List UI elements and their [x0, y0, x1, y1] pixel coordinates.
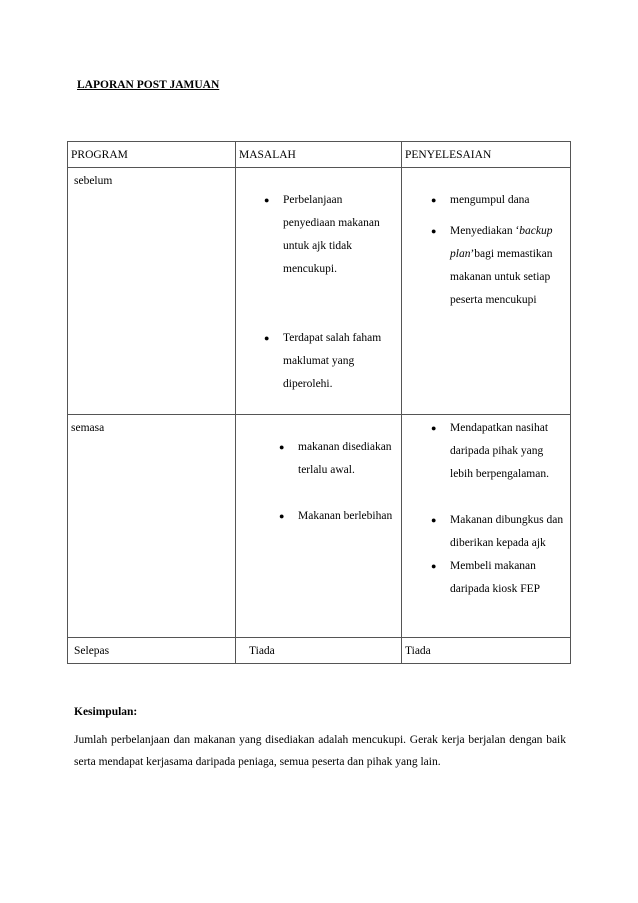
masalah-list	[264, 189, 393, 396]
list-item: ● makanan disediakan terlalu awal.	[298, 436, 393, 482]
bullet-icon: ●	[431, 195, 437, 205]
program-label: Selepas	[74, 645, 110, 657]
bullet-icon: ●	[431, 561, 437, 571]
program-cell	[68, 415, 236, 638]
masalah-cell	[236, 638, 402, 664]
list-item: ● Mendapatkan nasihat daripada pihak yang lebih berpengalaman.	[450, 417, 568, 486]
table-row-sebelum	[68, 168, 571, 415]
program-label: sebelum	[74, 175, 113, 187]
list-item: ● Membeli makanan daripada kiosk FEP	[450, 555, 568, 601]
penyelesaian-value: Tiada	[405, 645, 431, 657]
table-row-semasa	[68, 415, 571, 638]
bullet-icon: ●	[279, 442, 285, 452]
conclusion-text: Jumlah perbelanjaan dan makanan yang disediakan adalah mencukupi. Gerak kerja berjalan dengan baik serta mendapat kerjasama daripada peniaga, semua peserta dan pihak yang lain.	[74, 734, 566, 768]
list-item: ● Terdapat salah faham maklumat yang diperolehi.	[283, 327, 393, 396]
conclusion-heading: Kesimpulan:	[74, 706, 138, 718]
penyelesaian-cell	[402, 415, 571, 638]
masalah-cell	[236, 168, 402, 415]
bullet-icon: ●	[264, 333, 270, 343]
penyelesaian-cell	[402, 638, 571, 664]
penyelesaian-list	[431, 189, 568, 312]
masalah-value: Tiada	[249, 645, 275, 657]
bullet-icon: ●	[431, 515, 437, 525]
table-header-row	[68, 142, 571, 168]
header-program: PROGRAM	[68, 142, 236, 168]
program-cell	[68, 168, 236, 415]
program-label: semasa	[71, 422, 105, 434]
masalah-cell	[236, 415, 402, 638]
list-item: ● Makanan berlebihan	[298, 505, 393, 528]
report-title: LAPORAN POST JAMUAN	[77, 79, 220, 91]
report-table	[67, 141, 571, 664]
penyelesaian-list	[431, 417, 568, 601]
bullet-icon: ●	[279, 511, 285, 521]
penyelesaian-cell	[402, 168, 571, 415]
list-item: ● Makanan dibungkus dan diberikan kepada ajk	[450, 509, 568, 555]
list-item: ● mengumpul dana	[450, 189, 568, 212]
bullet-icon: ●	[431, 226, 437, 236]
header-penyelesaian: PENYELESAIAN	[402, 142, 571, 168]
masalah-list	[279, 436, 393, 528]
table-row-selepas	[68, 638, 571, 664]
program-cell	[68, 638, 236, 664]
list-item: ● Menyediakan ‘backup plan’bagi memastikan makanan untuk setiap peserta mencukupi	[450, 220, 568, 312]
bullet-icon: ●	[264, 195, 270, 205]
header-masalah: MASALAH	[236, 142, 402, 168]
list-item: ● Perbelanjaan penyediaan makanan untuk ajk tidak mencukupi.	[283, 189, 393, 281]
bullet-icon: ●	[431, 423, 437, 433]
